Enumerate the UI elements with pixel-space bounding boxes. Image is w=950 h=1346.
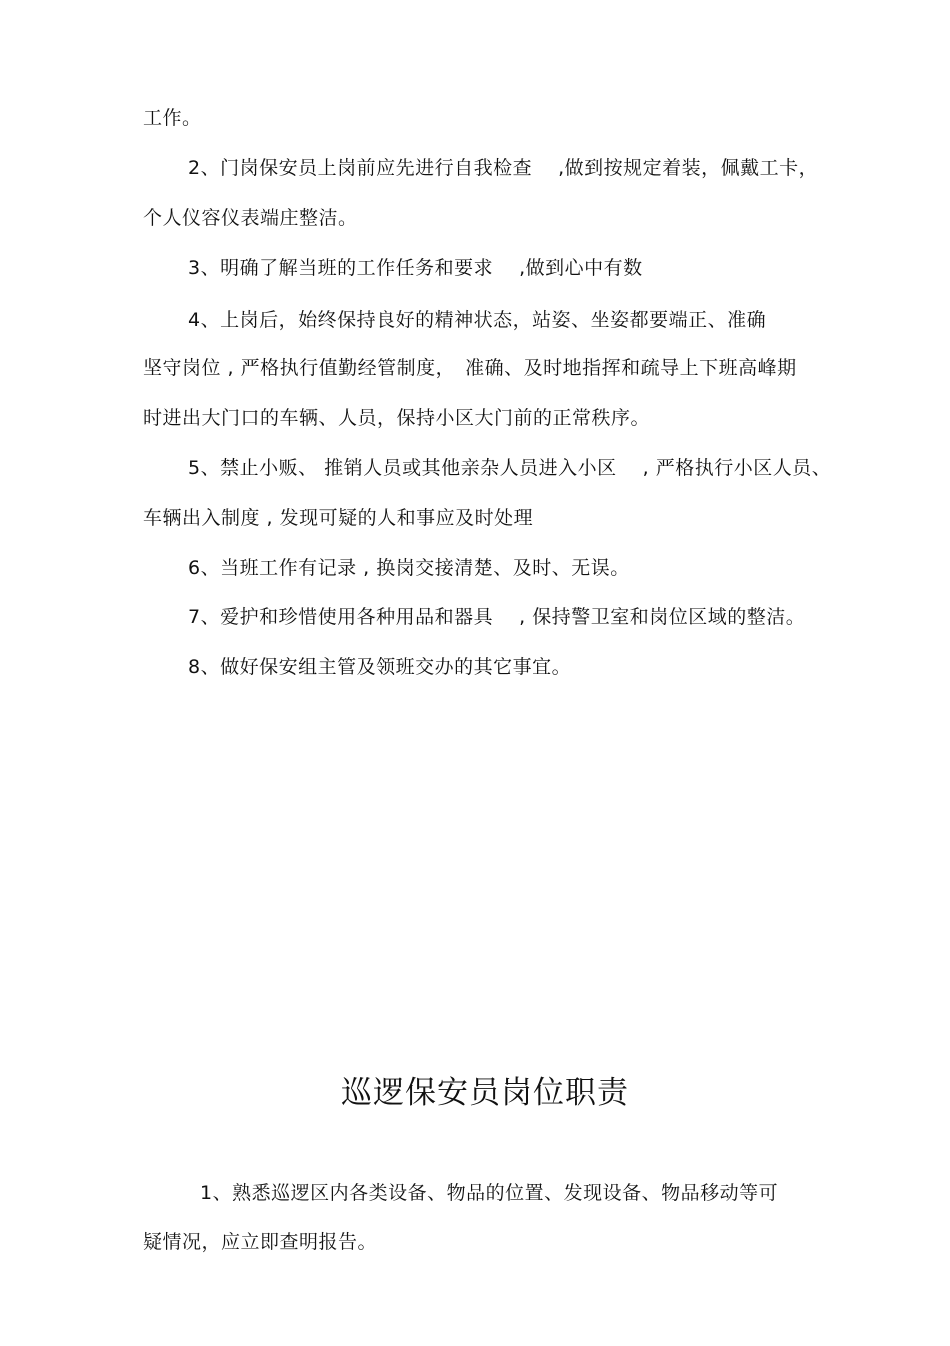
paragraph-line: 车辆出入制度 , 发现可疑的人和事应及时处理 bbox=[143, 507, 534, 529]
section-title: 巡逻保安员岗位职责 bbox=[341, 1075, 629, 1111]
paragraph-line: 6、当班工作有记录 , 换岗交接清楚、及时、无误。 bbox=[188, 557, 630, 579]
paragraph-line: 1、熟悉巡逻区内各类设备、物品的位置、发现设备、物品移动等可 bbox=[200, 1182, 779, 1204]
paragraph-line: 3、明确了解当班的工作任务和要求 ,做到心中有数 bbox=[188, 257, 643, 279]
paragraph-line: 7、爱护和珍惜使用各种用品和器具 , 保持警卫室和岗位区域的整洁。 bbox=[188, 606, 806, 628]
paragraph-line: 时进出大门口的车辆、人员，保持小区大门前的正常秩序。 bbox=[143, 407, 651, 429]
paragraph-line: 疑情况，应立即查明报告。 bbox=[143, 1231, 378, 1253]
paragraph-line: 工作。 bbox=[143, 107, 202, 129]
paragraph-line: 8、做好保安组主管及领班交办的其它事宜。 bbox=[188, 656, 572, 678]
paragraph-line: 5、禁止小贩、 推销人员或其他亲杂人员进入小区 , 严格执行小区人员、 bbox=[188, 457, 832, 479]
paragraph-line: 2、门岗保安员上岗前应先进行自我检查 ,做到按规定着装，佩戴工卡， bbox=[188, 157, 819, 179]
paragraph-line: 个人仪容仪表端庄整洁。 bbox=[143, 207, 358, 229]
paragraph-line: 坚守岗位 , 严格执行值勤经管制度， 准确、及时地指挥和疏导上下班高峰期 bbox=[143, 357, 797, 379]
paragraph-line: 4、上岗后，始终保持良好的精神状态，站姿、坐姿都要端正、准确 bbox=[188, 309, 767, 331]
